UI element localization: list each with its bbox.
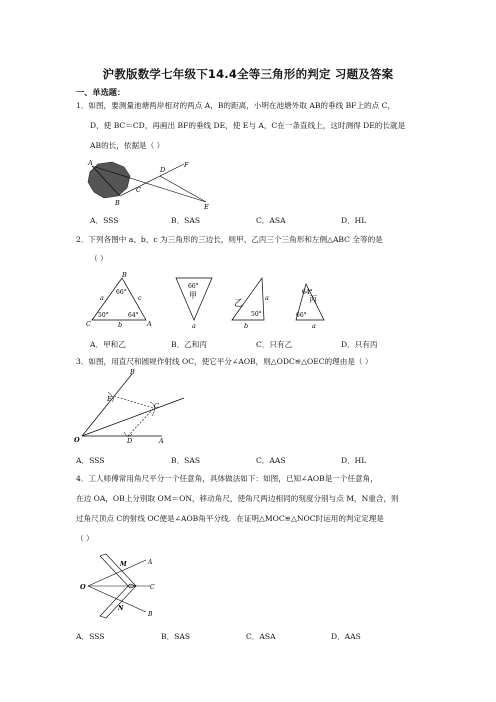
q2-option-d: D．只有丙: [341, 340, 378, 349]
q2-option-c: C．只有乙: [256, 340, 293, 349]
q2-bing-side: a: [312, 322, 316, 330]
q2-figure: [84, 270, 344, 330]
q4-label-c: C: [150, 584, 155, 591]
q4-figure: [78, 552, 168, 622]
q1-line-1: 1．如图，要测量池塘两岸相对的两点 A，B的距离，小明在池塘外取 AB的垂线 BF上的点 C，: [76, 101, 396, 110]
q4-label-m: M: [120, 561, 127, 568]
q2-line-1: 2．下列各图中 a、b、c 为三角形的三边长，则甲、乙丙三个三角形和左侧△ABC 全等的是: [76, 235, 383, 244]
q3-option-d: D．HL: [341, 456, 367, 465]
q2-yi-side: a: [265, 294, 269, 302]
q2-option-a: A．甲和乙: [90, 340, 126, 349]
q2-line-2: （ ）: [90, 254, 108, 263]
q4-label-n: N: [118, 605, 124, 612]
q2-yi-side-b: b: [244, 322, 249, 330]
q4-line-2: 在边 OA，OB上分别取 OM＝ON，移动角尺，使角尺两边相同的刻度分别与点 M，N重合，则: [76, 494, 399, 503]
q2-jia-angle: 66°: [188, 283, 199, 290]
q2-bing-angle-64: 64°: [302, 289, 313, 296]
q4-label-o: O: [80, 583, 86, 591]
q1-option-b: B．SAS: [171, 216, 201, 225]
q3-label-o: O: [74, 436, 80, 444]
q4-option-d: D．AAS: [331, 632, 361, 641]
q2-label-side-a: a: [100, 294, 104, 302]
q1-option-a: A．SSS: [90, 216, 119, 225]
q1-label-d: D: [160, 166, 166, 174]
q3-label-a: A: [159, 437, 164, 445]
q3-option-c: C．AAS: [256, 456, 286, 465]
q2-label-c: C: [86, 320, 91, 328]
q1-option-c: C．ASA: [256, 216, 286, 225]
q1-line-2: D，使 BC＝CD，再画出 BF的垂线 DE，使 E与 A，C在一条直线上，这时测得 DE的长就是: [90, 121, 406, 130]
q4-label-a: A: [148, 559, 153, 566]
q1-label-c: C: [136, 186, 141, 194]
q1-pond: [88, 162, 130, 198]
q2-bing-label: 丙: [309, 295, 317, 304]
q3-label-b: B: [130, 368, 135, 376]
q2-yi-label: 乙: [234, 299, 244, 309]
q4-option-b: B．SAS: [161, 632, 191, 641]
q3-line-1: 3．如图，用直尺和圆规作射线 OC，使它平分∠AOB，则△ODC≌△OEC的理由是（ ）: [76, 357, 373, 366]
q3-label-d: D: [127, 437, 133, 445]
q4-line-4: （ ）: [76, 534, 94, 543]
q2-abc-angle-50: 50°: [98, 312, 109, 319]
q1-label-a: A: [88, 159, 93, 167]
q4-label-b: B: [148, 611, 153, 618]
q2-label-b: B: [122, 271, 127, 279]
q2-option-b: B．乙和丙: [171, 340, 207, 349]
q4-line-3: 过角尺顶点 C的射线 OC便是∠AOB角平分线．在证明△MOC≌△NOC时运用的判定定理是: [76, 514, 384, 523]
q2-label-side-c: c: [138, 294, 142, 302]
q4-option-c: C．ASA: [246, 632, 276, 641]
q3-option-b: B．SAS: [171, 456, 201, 465]
q2-jia-side: a: [192, 322, 196, 330]
q1-figure: [84, 158, 214, 210]
q2-abc-angle-64: 64°: [128, 312, 139, 319]
q1-label-f: F: [184, 161, 189, 169]
q1-label-e: E: [204, 203, 209, 211]
q3-figure: [74, 370, 184, 446]
section-heading: 一、单选题：: [76, 87, 126, 97]
q2-label-side-b: b: [118, 321, 123, 329]
q3-option-a: A．SSS: [76, 456, 105, 465]
q2-label-a-vertex: A: [147, 320, 152, 328]
q2-abc-angle-66: 66°: [116, 289, 127, 296]
q1-label-b: B: [115, 199, 120, 207]
q4-line-1: 4．工人师傅常用角尺平分一个任意角，具体做法如下：如图，已知∠AOB是一个任意角，: [76, 474, 378, 483]
q1-line-3: AB的长，依据是（ ）: [90, 141, 165, 150]
q2-bing-angle-66: 66°: [296, 312, 307, 319]
q4-option-a: A．SSS: [76, 632, 105, 641]
q1-option-d: D．HL: [341, 216, 367, 225]
document-title: 沪教版数学七年级下14.4全等三角形的判定 习题及答案: [102, 67, 394, 81]
q2-jia-label: 甲: [189, 291, 197, 300]
q2-yi-angle: 50°: [251, 311, 262, 318]
q3-label-e: E: [107, 395, 112, 403]
q3-label-c: C: [154, 402, 159, 410]
